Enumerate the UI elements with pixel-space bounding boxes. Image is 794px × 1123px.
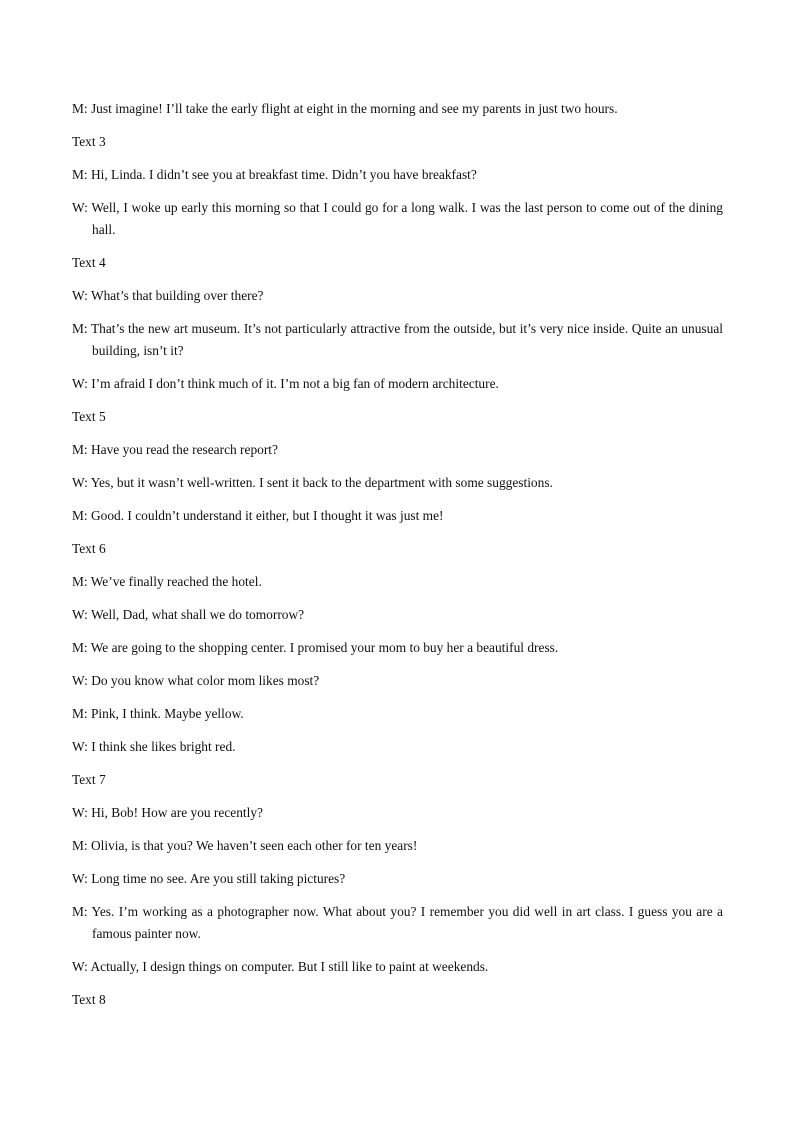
dialogue-line: W: Well, I woke up early this morning so that I could go for a long walk. I was the last person to come out of the dining hall. <box>72 200 723 237</box>
dialogue-line: M: Have you read the research report? <box>72 442 278 457</box>
dialogue-line: M: Hi, Linda. I didn’t see you at breakfast time. Didn’t you have breakfast? <box>72 167 477 182</box>
dialogue-line: M: That’s the new art museum. It’s not particularly attractive from the outside, but it’s very nice inside. Quite an unusual building, isn’t it? <box>72 321 723 358</box>
section-heading: Text 4 <box>72 255 106 270</box>
section-heading: Text 5 <box>72 409 106 424</box>
dialogue-line: W: Actually, I design things on computer. But I still like to paint at weekends. <box>72 959 489 974</box>
document-page <box>72 98 723 1022</box>
dialogue-line: M: Yes. I’m working as a photographer now. What about you? I remember you did well in art class. I guess you are a famous painter now. <box>72 904 723 941</box>
dialogue-line: W: Well, Dad, what shall we do tomorrow? <box>72 607 305 622</box>
section-heading: Text 7 <box>72 772 106 787</box>
dialogue-line: W: I think she likes bright red. <box>72 739 236 754</box>
dialogue-line: M: Pink, I think. Maybe yellow. <box>72 706 244 721</box>
section-heading: Text 6 <box>72 541 106 556</box>
dialogue-line: M: Just imagine! I’ll take the early flight at eight in the morning and see my parents in just two hours. <box>72 101 618 116</box>
dialogue-line: M: We’ve finally reached the hotel. <box>72 574 262 589</box>
section-heading: Text 3 <box>72 134 106 149</box>
dialogue-line: W: Long time no see. Are you still taking pictures? <box>72 871 346 886</box>
dialogue-line: W: Yes, but it wasn’t well-written. I sent it back to the department with some suggestions. <box>72 475 553 490</box>
dialogue-line: W: I’m afraid I don’t think much of it. I’m not a big fan of modern architecture. <box>72 376 499 391</box>
dialogue-line: W: Do you know what color mom likes most? <box>72 673 320 688</box>
dialogue-line: W: Hi, Bob! How are you recently? <box>72 805 263 820</box>
dialogue-line: M: We are going to the shopping center. I promised your mom to buy her a beautiful dress. <box>72 640 559 655</box>
dialogue-line: M: Good. I couldn’t understand it either, but I thought it was just me! <box>72 508 444 523</box>
dialogue-line: W: What’s that building over there? <box>72 288 264 303</box>
dialogue-line: M: Olivia, is that you? We haven’t seen each other for ten years! <box>72 838 418 853</box>
section-heading: Text 8 <box>72 992 106 1007</box>
